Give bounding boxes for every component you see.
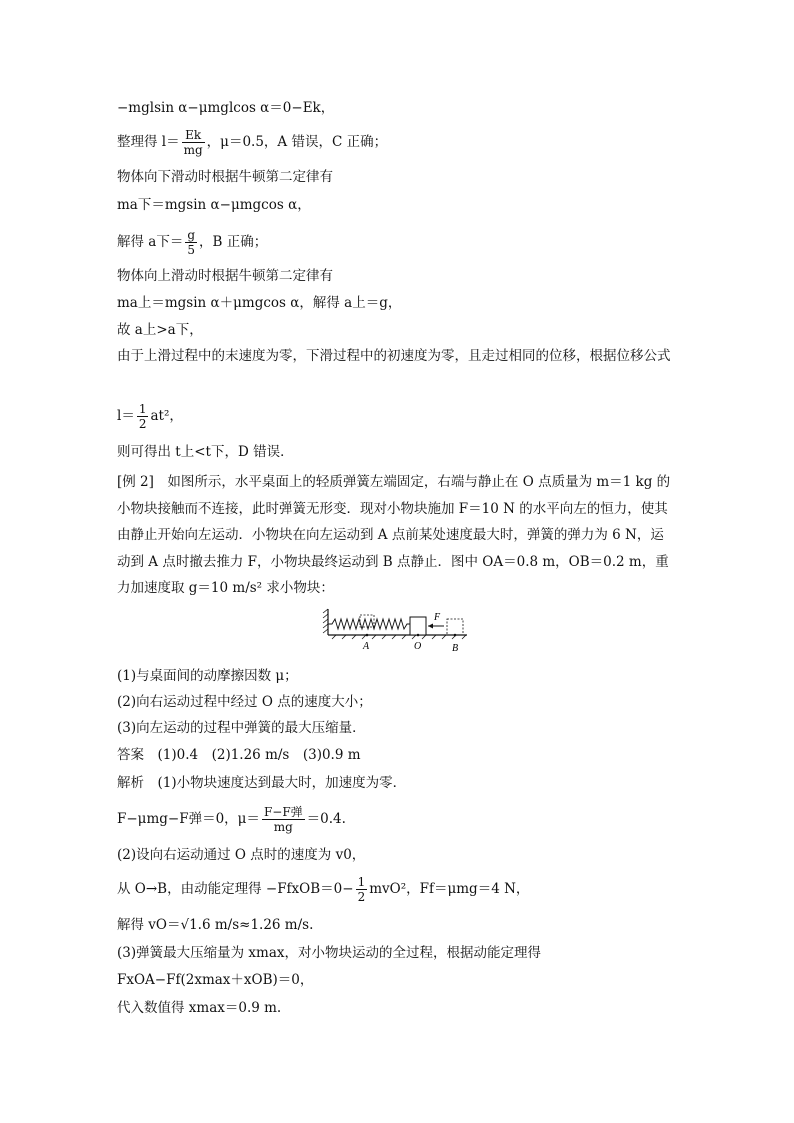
- solution-1: 解析 (1)小物块速度达到最大时，加速度为零．: [117, 775, 407, 791]
- spring-block-figure: [322, 605, 472, 657]
- label-A: A: [363, 641, 370, 652]
- line-energy-eq: −mglsin α−μmglcos α＝0−Ek，: [117, 100, 335, 116]
- line-newton-up-eq: ma上＝mgsin α＋μmgcos α，解得 a上＝g，: [117, 295, 402, 311]
- text: 整理得 l＝: [117, 134, 180, 150]
- label-B: B: [452, 643, 459, 653]
- line-displacement-text: 由于上滑过程中的末速度为零，下滑过程中的初速度为零，且走过相同的位移，根据位移公式: [117, 348, 671, 364]
- line-a-down-result: [117, 228, 267, 257]
- spring: [328, 619, 410, 629]
- line-newton-down-intro: 物体向下滑动时根据牛顿第二定律有: [117, 169, 333, 185]
- text: at²，: [150, 408, 183, 424]
- example-2-text: [例 2] 如图所示，水平桌面上的轻质弹簧左端固定，右端与静止在 O 点质量为 m＝1 kg 的小物块接触而不连接，此时弹簧无形变．现对小物块施加 F＝10 N 的水平向左的恒力，使其由静止开始向左运动．小物块在向左运动到 A 点前某处速度最大时，弹簧的弹力为 6 N，运动到 A 点时撤去推力 F，小物块最终运动到 B 点静止．图中 OA＝0.8 m，OB＝0.2 m，重力加速度取 g＝10 m/s² 求小物块：: [117, 474, 671, 596]
- text: mvO²，Ff＝μmg＝4 N，: [369, 881, 530, 897]
- text: 解得 a下＝: [117, 234, 184, 250]
- fraction: $\frac{Ek}{mg}$: [183, 128, 203, 157]
- block: [410, 617, 426, 635]
- line-conclusion-t: 则可得出 t上<t下，D 错误．: [117, 444, 294, 460]
- question-1: (1)与桌面间的动摩擦因数 μ；: [117, 668, 298, 684]
- label-O: O: [414, 641, 422, 652]
- solution-3-eq: FxOA−Ff(2xmax＋xOB)＝0，: [117, 972, 314, 988]
- solution-2-intro: (2)设向右运动通过 O 点时的速度为 v0，: [117, 847, 366, 863]
- line-newton-up-intro: 物体向上滑动时根据牛顿第二定律有: [117, 268, 333, 284]
- line-newton-down-eq: ma下＝mgsin α−μmgcos α，: [117, 197, 311, 213]
- fraction: $\frac{1}{2}$: [138, 402, 147, 431]
- label-F: F: [434, 612, 441, 623]
- solution-mu-eq: [117, 805, 346, 834]
- question-2: (2)向右运动过程中经过 O 点的速度大小；: [117, 694, 372, 710]
- text: l＝: [117, 408, 135, 424]
- solution-3-result: 代入数值得 xmax＝0.9 m.: [117, 1000, 282, 1016]
- text: 从 O→B，由动能定理得 −FfxOB＝0−: [117, 881, 354, 897]
- solution-3-intro: (3)弹簧最大压缩量为 xmax，对小物块运动的全过程，根据动能定理得: [117, 945, 541, 961]
- line-compare-a: 故 a上>a下，: [117, 322, 203, 338]
- spring-diagram: [322, 605, 472, 653]
- text: F−μmg−F弹＝0，μ＝: [117, 811, 260, 827]
- text: ，μ＝0.5，A 错误，C 正确；: [206, 134, 388, 150]
- fraction: $\frac{\text{F−F弹}}{mg}$: [263, 805, 303, 834]
- solution-energy-eq: [117, 875, 529, 904]
- solution-v0: 解得 vO＝√1.6 m/s≈1.26 m/s.: [117, 917, 314, 933]
- text: ＝0.4.: [306, 811, 346, 827]
- line-l-result: [117, 128, 387, 157]
- question-3: (3)向左运动的过程中弹簧的最大压缩量．: [117, 720, 366, 736]
- fraction: $\frac{1}{2}$: [357, 875, 366, 904]
- answer-line: 答案 (1)0.4 (2)1.26 m/s (3)0.9 m: [117, 747, 361, 763]
- line-displacement-formula: [117, 402, 183, 431]
- fraction: $\frac{g}{5}$: [187, 228, 196, 257]
- text: ，B 正确；: [199, 234, 268, 250]
